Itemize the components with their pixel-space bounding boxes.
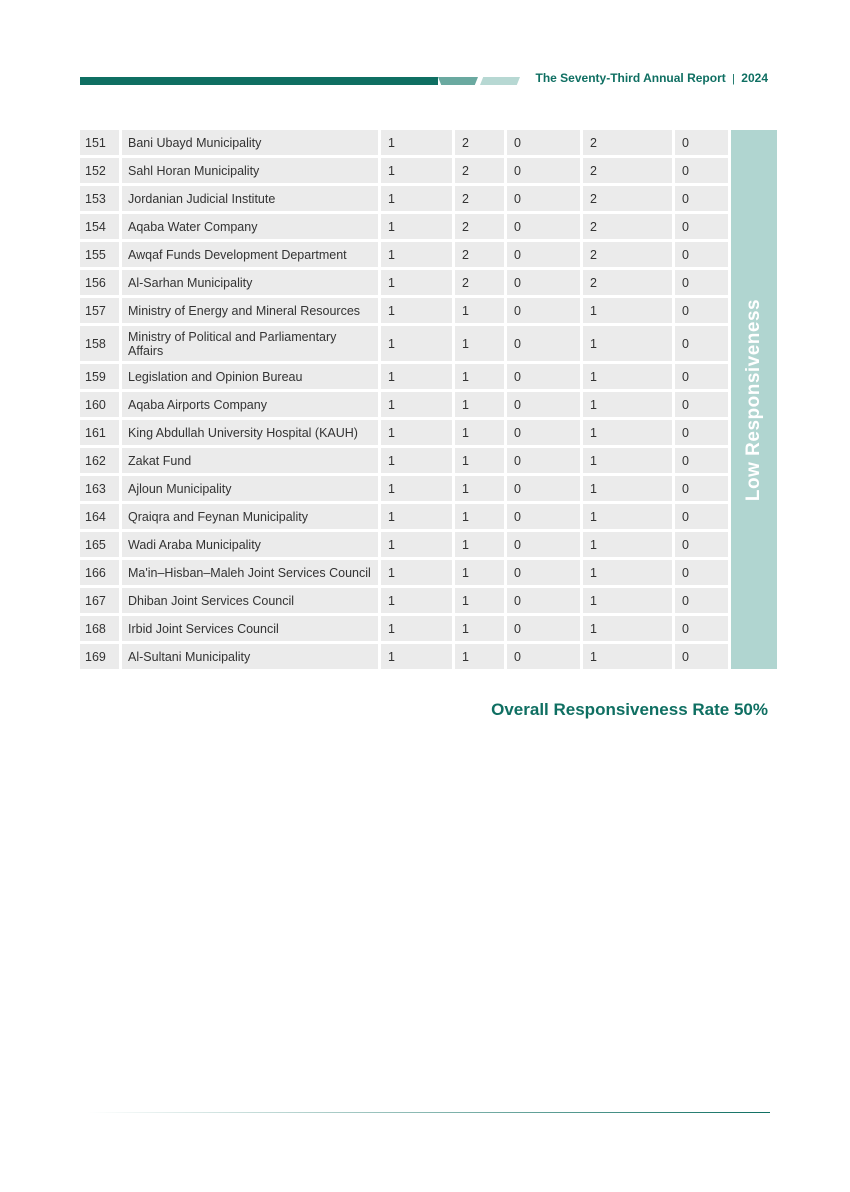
value-col-4: 1 <box>583 364 672 389</box>
report-title: The Seventy-Third Annual Report <box>535 71 726 85</box>
entity-name: King Abdullah University Hospital (KAUH) <box>122 420 378 445</box>
table-row <box>80 392 777 417</box>
value-col-4: 1 <box>583 504 672 529</box>
value-col-3: 0 <box>507 270 580 295</box>
table-row <box>80 130 777 155</box>
value-col-2: 2 <box>455 158 504 183</box>
value-col-2: 1 <box>455 420 504 445</box>
header-bar-segment-mid <box>438 77 478 85</box>
table-row <box>80 420 777 445</box>
entity-name: Al-Sultani Municipality <box>122 644 378 669</box>
value-col-3: 0 <box>507 214 580 239</box>
entity-name: Wadi Araba Municipality <box>122 532 378 557</box>
value-col-2: 1 <box>455 298 504 323</box>
row-number: 168 <box>80 616 119 641</box>
table-row <box>80 186 777 211</box>
table-row <box>80 214 777 239</box>
table-row <box>80 270 777 295</box>
entity-name: Ministry of Political and Parliamentary Affairs <box>122 326 378 361</box>
value-col-4: 1 <box>583 298 672 323</box>
table-row <box>80 298 777 323</box>
value-col-3: 0 <box>507 532 580 557</box>
value-col-1: 1 <box>381 644 452 669</box>
value-col-4: 2 <box>583 158 672 183</box>
table-row <box>80 504 777 529</box>
footer-divider <box>88 1112 770 1113</box>
value-col-3: 0 <box>507 186 580 211</box>
value-col-5: 0 <box>675 186 728 211</box>
value-col-1: 1 <box>381 616 452 641</box>
value-col-1: 1 <box>381 242 452 267</box>
table-row <box>80 326 777 361</box>
table-row <box>80 644 777 669</box>
row-number: 158 <box>80 326 119 361</box>
report-year: 2024 <box>741 71 768 85</box>
category-side-band <box>731 130 777 669</box>
entity-name: Zakat Fund <box>122 448 378 473</box>
row-number: 164 <box>80 504 119 529</box>
value-col-4: 1 <box>583 476 672 501</box>
value-col-5: 0 <box>675 392 728 417</box>
table-body <box>80 130 777 669</box>
value-col-5: 0 <box>675 504 728 529</box>
value-col-1: 1 <box>381 392 452 417</box>
row-number: 152 <box>80 158 119 183</box>
value-col-4: 1 <box>583 560 672 585</box>
value-col-3: 0 <box>507 298 580 323</box>
row-number: 155 <box>80 242 119 267</box>
header-bar-segment-dark <box>80 77 438 85</box>
entity-name: Qraiqra and Feynan Municipality <box>122 504 378 529</box>
row-number: 160 <box>80 392 119 417</box>
value-col-4: 1 <box>583 448 672 473</box>
row-number: 159 <box>80 364 119 389</box>
value-col-4: 2 <box>583 130 672 155</box>
value-col-3: 0 <box>507 476 580 501</box>
value-col-4: 1 <box>583 326 672 361</box>
header-bar-segment-light <box>480 77 520 85</box>
value-col-1: 1 <box>381 560 452 585</box>
value-col-3: 0 <box>507 364 580 389</box>
entity-name: Awqaf Funds Development Department <box>122 242 378 267</box>
value-col-4: 2 <box>583 270 672 295</box>
value-col-2: 1 <box>455 560 504 585</box>
value-col-5: 0 <box>675 326 728 361</box>
value-col-2: 1 <box>455 364 504 389</box>
table-row <box>80 616 777 641</box>
value-col-3: 0 <box>507 560 580 585</box>
value-col-1: 1 <box>381 504 452 529</box>
value-col-2: 1 <box>455 476 504 501</box>
value-col-1: 1 <box>381 448 452 473</box>
value-col-4: 1 <box>583 420 672 445</box>
entity-name: Aqaba Airports Company <box>122 392 378 417</box>
value-col-1: 1 <box>381 364 452 389</box>
value-col-3: 0 <box>507 242 580 267</box>
value-col-4: 1 <box>583 532 672 557</box>
header-decorative-bar <box>80 77 520 85</box>
value-col-2: 1 <box>455 504 504 529</box>
value-col-5: 0 <box>675 448 728 473</box>
value-col-5: 0 <box>675 616 728 641</box>
value-col-4: 1 <box>583 588 672 613</box>
table-row <box>80 242 777 267</box>
table-row <box>80 532 777 557</box>
row-number: 169 <box>80 644 119 669</box>
value-col-1: 1 <box>381 298 452 323</box>
value-col-1: 1 <box>381 476 452 501</box>
value-col-3: 0 <box>507 326 580 361</box>
overall-responsiveness-rate: Overall Responsiveness Rate 50% <box>491 700 768 719</box>
value-col-3: 0 <box>507 392 580 417</box>
value-col-2: 2 <box>455 242 504 267</box>
value-col-1: 1 <box>381 158 452 183</box>
row-number: 151 <box>80 130 119 155</box>
table-row <box>80 448 777 473</box>
entity-name: Ma'in–Hisban–Maleh Joint Services Council <box>122 560 378 585</box>
value-col-5: 0 <box>675 242 728 267</box>
category-label: Low Responsiveness <box>743 298 764 501</box>
entity-name: Ajloun Municipality <box>122 476 378 501</box>
value-col-4: 2 <box>583 186 672 211</box>
value-col-2: 1 <box>455 616 504 641</box>
entity-name: Bani Ubayd Municipality <box>122 130 378 155</box>
row-number: 153 <box>80 186 119 211</box>
table-row <box>80 476 777 501</box>
value-col-2: 2 <box>455 186 504 211</box>
value-col-1: 1 <box>381 532 452 557</box>
row-number: 167 <box>80 588 119 613</box>
value-col-5: 0 <box>675 588 728 613</box>
row-number: 156 <box>80 270 119 295</box>
value-col-2: 2 <box>455 270 504 295</box>
value-col-3: 0 <box>507 504 580 529</box>
table-row <box>80 560 777 585</box>
entity-name: Dhiban Joint Services Council <box>122 588 378 613</box>
value-col-1: 1 <box>381 420 452 445</box>
entity-name: Legislation and Opinion Bureau <box>122 364 378 389</box>
value-col-2: 2 <box>455 130 504 155</box>
entity-name: Irbid Joint Services Council <box>122 616 378 641</box>
value-col-5: 0 <box>675 420 728 445</box>
header-separator: | <box>732 73 735 85</box>
value-col-4: 1 <box>583 616 672 641</box>
value-col-1: 1 <box>381 588 452 613</box>
row-number: 166 <box>80 560 119 585</box>
value-col-4: 2 <box>583 242 672 267</box>
value-col-4: 1 <box>583 644 672 669</box>
value-col-1: 1 <box>381 130 452 155</box>
value-col-3: 0 <box>507 130 580 155</box>
value-col-4: 1 <box>583 392 672 417</box>
table-row <box>80 588 777 613</box>
value-col-5: 0 <box>675 158 728 183</box>
table-row <box>80 364 777 389</box>
value-col-4: 2 <box>583 214 672 239</box>
value-col-5: 0 <box>675 644 728 669</box>
value-col-3: 0 <box>507 158 580 183</box>
value-col-5: 0 <box>675 476 728 501</box>
value-col-1: 1 <box>381 186 452 211</box>
value-col-2: 1 <box>455 644 504 669</box>
value-col-5: 0 <box>675 364 728 389</box>
value-col-2: 1 <box>455 326 504 361</box>
report-header <box>536 71 769 85</box>
responsiveness-table <box>77 127 780 672</box>
value-col-5: 0 <box>675 130 728 155</box>
value-col-5: 0 <box>675 270 728 295</box>
value-col-3: 0 <box>507 448 580 473</box>
row-number: 157 <box>80 298 119 323</box>
value-col-3: 0 <box>507 644 580 669</box>
value-col-1: 1 <box>381 270 452 295</box>
entity-name: Ministry of Energy and Mineral Resources <box>122 298 378 323</box>
value-col-2: 1 <box>455 448 504 473</box>
value-col-5: 0 <box>675 298 728 323</box>
row-number: 162 <box>80 448 119 473</box>
row-number: 154 <box>80 214 119 239</box>
entity-name: Al-Sarhan Municipality <box>122 270 378 295</box>
value-col-3: 0 <box>507 420 580 445</box>
value-col-2: 1 <box>455 392 504 417</box>
value-col-1: 1 <box>381 214 452 239</box>
value-col-3: 0 <box>507 588 580 613</box>
value-col-2: 1 <box>455 532 504 557</box>
value-col-3: 0 <box>507 616 580 641</box>
row-number: 165 <box>80 532 119 557</box>
value-col-5: 0 <box>675 532 728 557</box>
value-col-2: 2 <box>455 214 504 239</box>
row-number: 161 <box>80 420 119 445</box>
entity-name: Jordanian Judicial Institute <box>122 186 378 211</box>
entity-name: Sahl Horan Municipality <box>122 158 378 183</box>
row-number: 163 <box>80 476 119 501</box>
value-col-1: 1 <box>381 326 452 361</box>
value-col-5: 0 <box>675 214 728 239</box>
value-col-5: 0 <box>675 560 728 585</box>
entity-name: Aqaba Water Company <box>122 214 378 239</box>
value-col-2: 1 <box>455 588 504 613</box>
table-row <box>80 158 777 183</box>
